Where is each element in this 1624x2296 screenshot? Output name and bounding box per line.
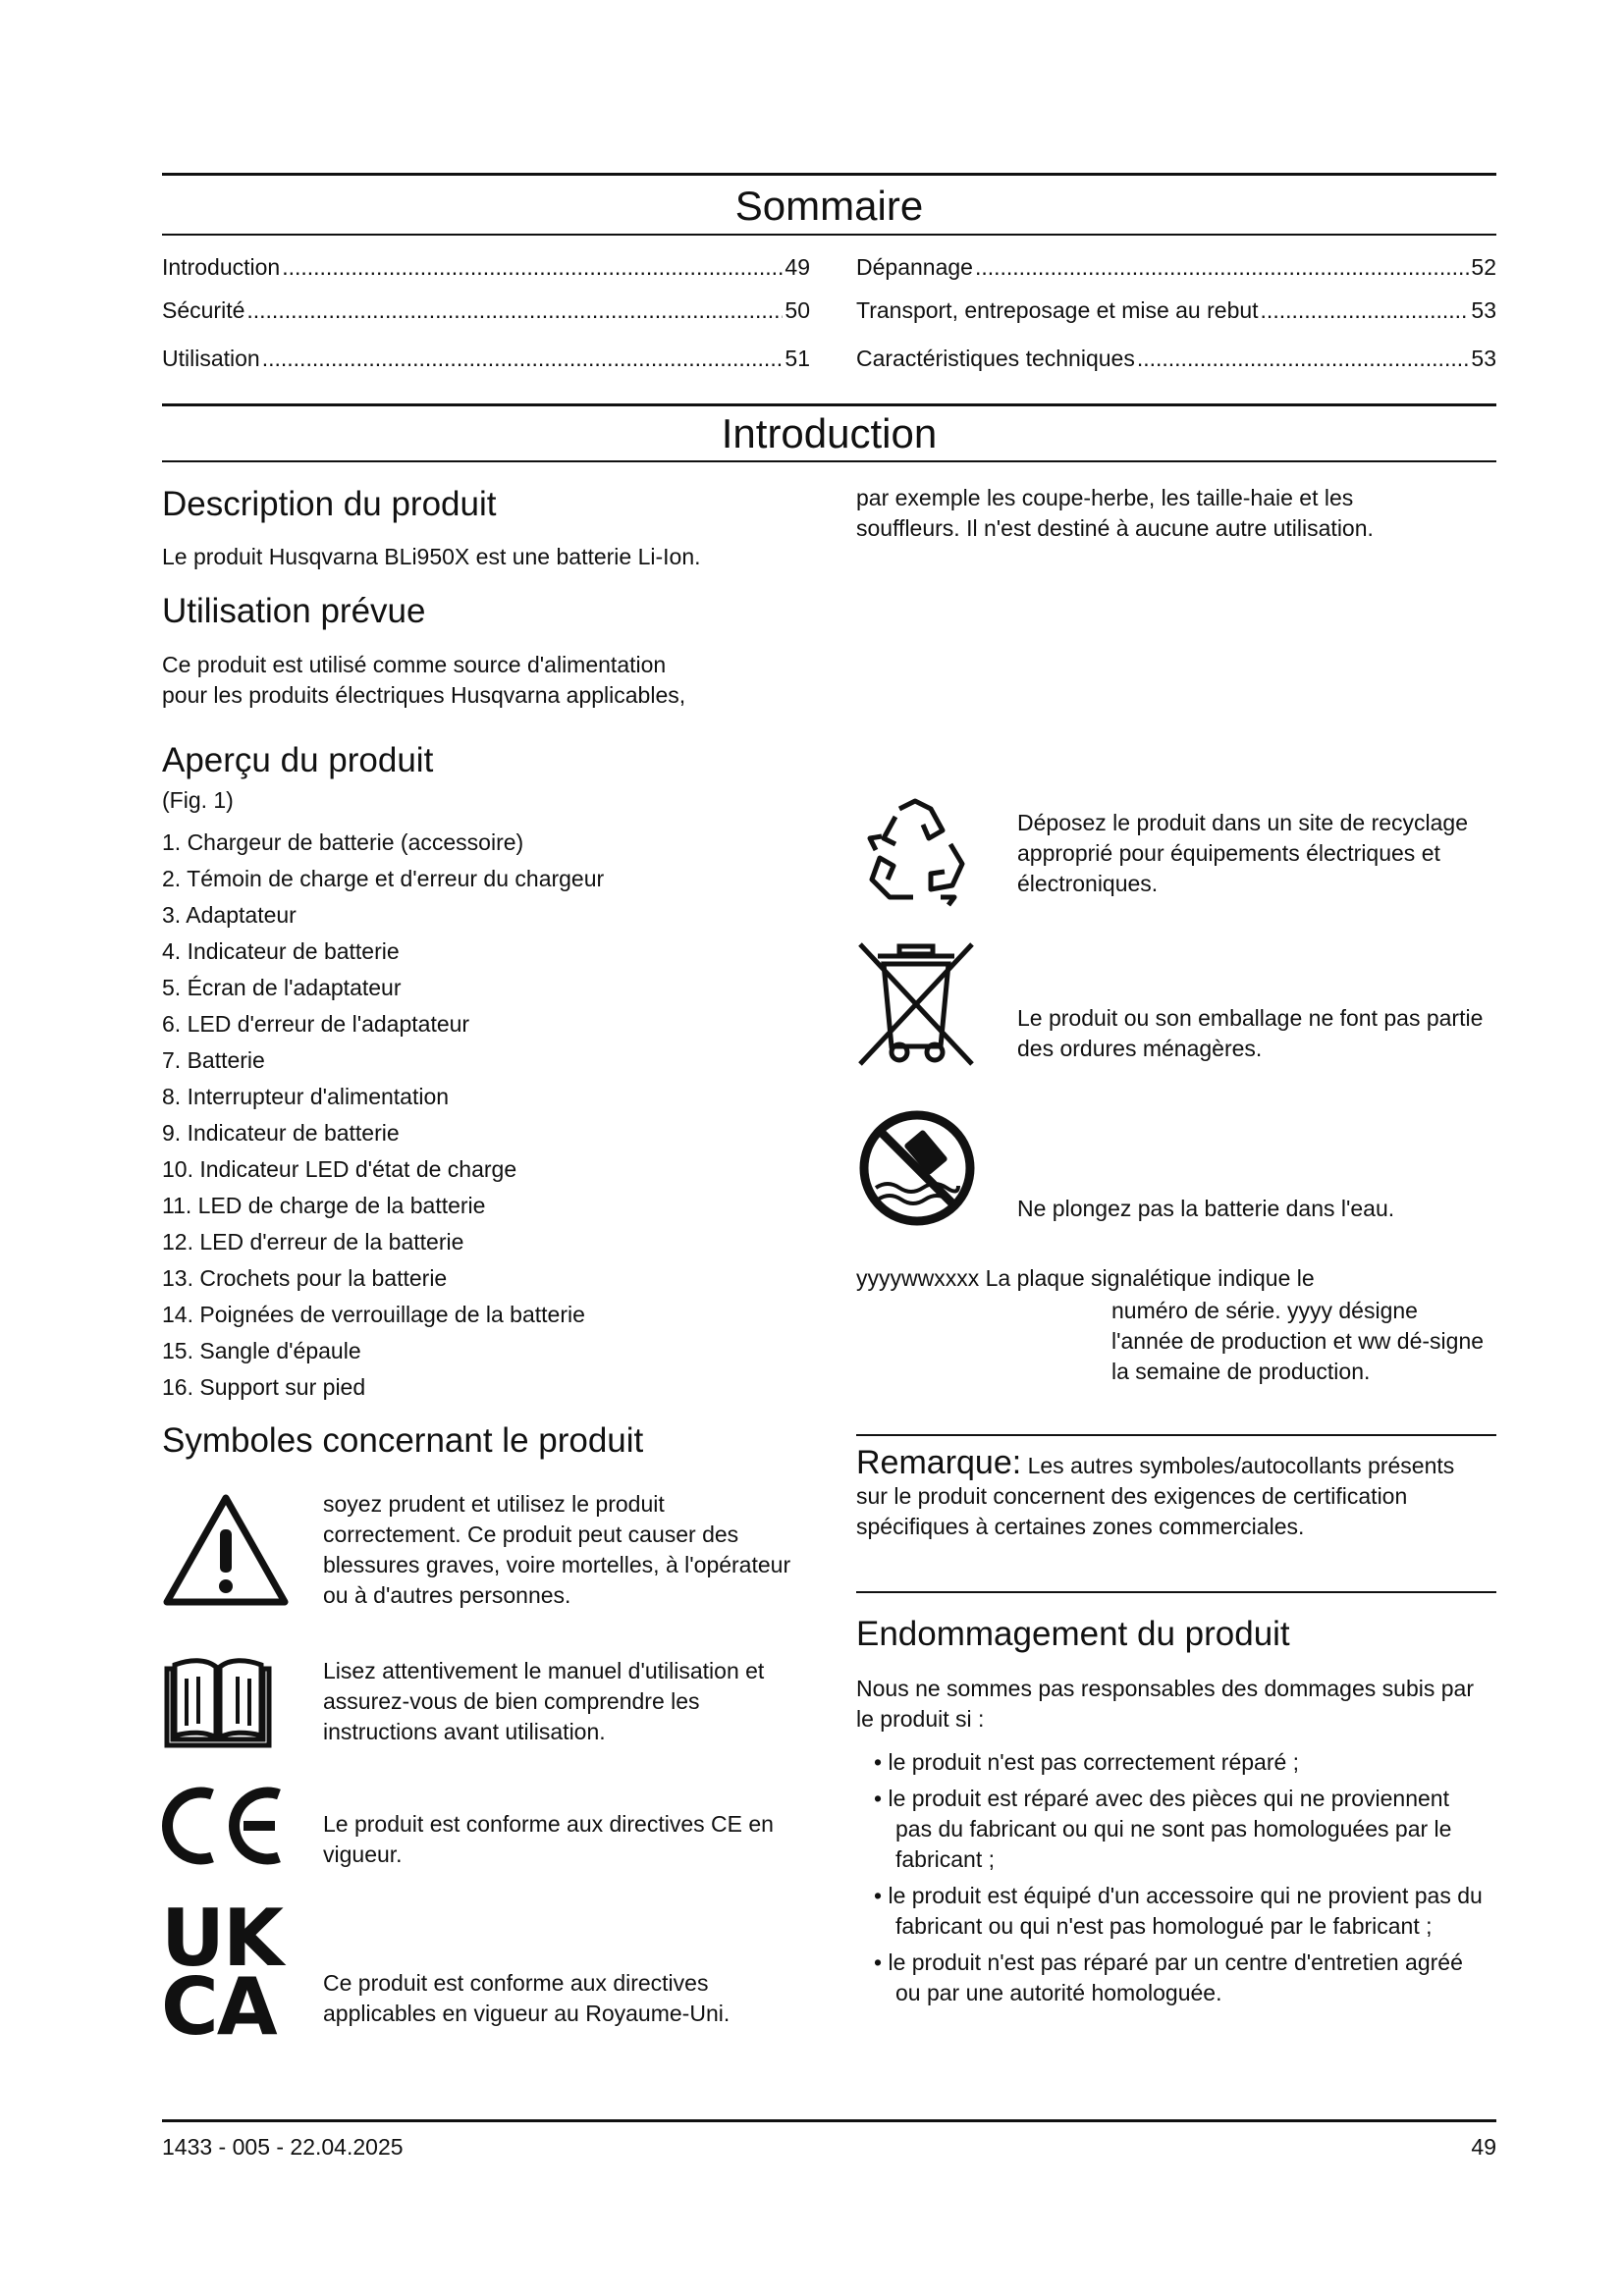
- list-item: 8. Interrupteur d'alimentation: [162, 1084, 450, 1109]
- recycle-text: Déposez le produit dans un site de recyclage approprié pour équipements électriques et électroniques.: [1017, 810, 1469, 896]
- list-item: • le produit est équipé d'un accessoire qui ne provient pas du fabricant ou qui n'est pas homologué par le fabricant ;: [856, 1881, 1485, 1942]
- toc-entry-label: Introduction: [162, 254, 281, 280]
- rule-note-bottom: [856, 1591, 1496, 1593]
- ukca-bottom-line: CA: [161, 1961, 276, 2053]
- plate-code: yyyywwxxxx: [856, 1265, 980, 1291]
- doc-reference: 1433 - 005 - 22.04.2025: [162, 2134, 404, 2160]
- note-block: [856, 1444, 1485, 1542]
- symbols-heading: Symboles concernant le produit: [162, 1421, 644, 1460]
- note-label: Remarque:: [856, 1444, 1022, 1481]
- crossed-out-bin-icon: [856, 940, 976, 1068]
- list-item: 1. Chargeur de batterie (accessoire): [162, 829, 524, 855]
- rule-toc-under: [162, 234, 1496, 236]
- list-item: 10. Indicateur LED d'état de charge: [162, 1156, 517, 1182]
- toc-entry-label: Caractéristiques techniques: [856, 346, 1135, 371]
- weee-text: Le produit ou son emballage ne font pas partie des ordures ménagères.: [1017, 1005, 1484, 1061]
- list-item: 3. Adaptateur: [162, 902, 297, 928]
- ce-mark-icon: [161, 1787, 289, 1865]
- toc-entry[interactable]: [162, 252, 810, 282]
- list-item: 4. Indicateur de batterie: [162, 938, 400, 964]
- warning-triangle-icon: [161, 1492, 291, 1608]
- toc-entry[interactable]: [856, 295, 1496, 325]
- water-text: Ne plongez pas la batterie dans l'eau.: [1017, 1196, 1395, 1221]
- toc-entry-page: 50: [785, 297, 810, 323]
- toc-entry-label: Dépannage: [856, 254, 973, 280]
- toc-entry-label: Sécurité: [162, 297, 245, 323]
- note-text: Les autres symboles/autocollants présents sur le produit concernent des exigences de certification spécifiques à certaines zones commerciales.: [856, 1453, 1455, 1539]
- list-item: • le produit n'est pas correctement réparé ;: [856, 1747, 1485, 1778]
- list-item: 11. LED de charge de la batterie: [162, 1193, 486, 1218]
- recycle-icon: [856, 795, 974, 911]
- toc-entry[interactable]: [162, 295, 810, 325]
- list-item: • le produit n'est pas réparé par un centre d'entretien agréé ou par une autorité homologuée.: [856, 1948, 1485, 2008]
- list-item: • le produit est réparé avec des pièces qui ne proviennent pas du fabricant ou qui ne sont pas homologuées par le fabricant ;: [856, 1784, 1485, 1875]
- no-water-immersion-icon: [856, 1107, 978, 1229]
- toc-entry-page: 51: [785, 346, 810, 371]
- list-item: 16. Support sur pied: [162, 1374, 366, 1400]
- warning-text: soyez prudent et utilisez le produit correctement. Ce produit peut causer des blessures graves, voire mortelles, à l'opérateur ou à d'autres personnes.: [323, 1491, 791, 1608]
- damage-list: [856, 1747, 1485, 2014]
- page-number: 49: [1471, 2134, 1496, 2160]
- overview-fig: (Fig. 1): [162, 787, 234, 813]
- overview-list: [162, 825, 604, 1406]
- overview-heading: Aperçu du produit: [162, 741, 434, 779]
- manual-text: Lisez attentivement le manuel d'utilisation et assurez-vous de bien comprendre les instructions avant utilisation.: [323, 1658, 765, 1744]
- toc-entry-page: 52: [1471, 254, 1496, 280]
- toc-entry-label: Utilisation: [162, 346, 260, 371]
- list-item: 14. Poignées de verrouillage de la batterie: [162, 1302, 585, 1327]
- plate-text-1: La plaque signalétique indique le: [985, 1265, 1315, 1291]
- description-heading: Description du produit: [162, 485, 497, 523]
- list-item: 15. Sangle d'épaule: [162, 1338, 361, 1363]
- ukca-mark-icon: [161, 1893, 298, 2053]
- list-item: 7. Batterie: [162, 1047, 265, 1073]
- book-manual-icon: [161, 1655, 275, 1749]
- ce-text: Le produit est conforme aux directives CE en vigueur.: [323, 1811, 774, 1867]
- list-item: 12. LED d'erreur de la batterie: [162, 1229, 464, 1255]
- damage-intro: Nous ne sommes pas responsables des dommages subis par le produit si :: [856, 1676, 1474, 1732]
- toc-entry-page: 53: [1471, 346, 1496, 371]
- toc-entry[interactable]: [856, 344, 1496, 373]
- toc-entry-page: 49: [785, 254, 810, 280]
- list-item: 6. LED d'erreur de l'adaptateur: [162, 1011, 470, 1037]
- damage-heading: Endommagement du produit: [856, 1615, 1290, 1653]
- intro-title: Introduction: [721, 410, 938, 456]
- usage-text-1: Ce produit est utilisé comme source d'alimentation: [162, 652, 667, 677]
- toc-entry-page: 53: [1471, 297, 1496, 323]
- list-item: 9. Indicateur de batterie: [162, 1120, 400, 1146]
- list-item: 2. Témoin de charge et d'erreur du chargeur: [162, 866, 605, 891]
- usage-heading: Utilisation prévue: [162, 592, 426, 630]
- list-item: 5. Écran de l'adaptateur: [162, 975, 402, 1000]
- ukca-text: Ce produit est conforme aux directives applicables en vigueur au Royaume-Uni.: [323, 1970, 731, 2026]
- toc-entry[interactable]: [856, 252, 1496, 282]
- toc-entry[interactable]: [162, 344, 810, 373]
- usage-text-2: pour les produits électriques Husqvarna applicables,: [162, 682, 686, 708]
- usage-text-3: par exemple les coupe-herbe, les taille-haie et les: [856, 485, 1354, 510]
- toc-title: Sommaire: [734, 183, 924, 229]
- rule-intro-top: [162, 403, 1496, 406]
- rule-intro-under: [162, 460, 1496, 462]
- rule-note-top: [856, 1434, 1496, 1436]
- toc-entry-label: Transport, entreposage et mise au rebut: [856, 297, 1259, 323]
- plate-text-2: numéro de série. yyyy désigne l'année de production et ww dé-signe la semaine de production.: [1111, 1298, 1485, 1384]
- footer-rule: [162, 2119, 1496, 2122]
- ukca-top-line: UK: [161, 1893, 282, 1984]
- description-text: Le produit Husqvarna BLi950X est une batterie Li-Ion.: [162, 544, 701, 569]
- rule-top: [162, 173, 1496, 176]
- usage-text-4: souffleurs. Il n'est destiné à aucune autre utilisation.: [856, 515, 1374, 541]
- rating-plate-line: [856, 1263, 1485, 1294]
- list-item: 13. Crochets pour la batterie: [162, 1265, 448, 1291]
